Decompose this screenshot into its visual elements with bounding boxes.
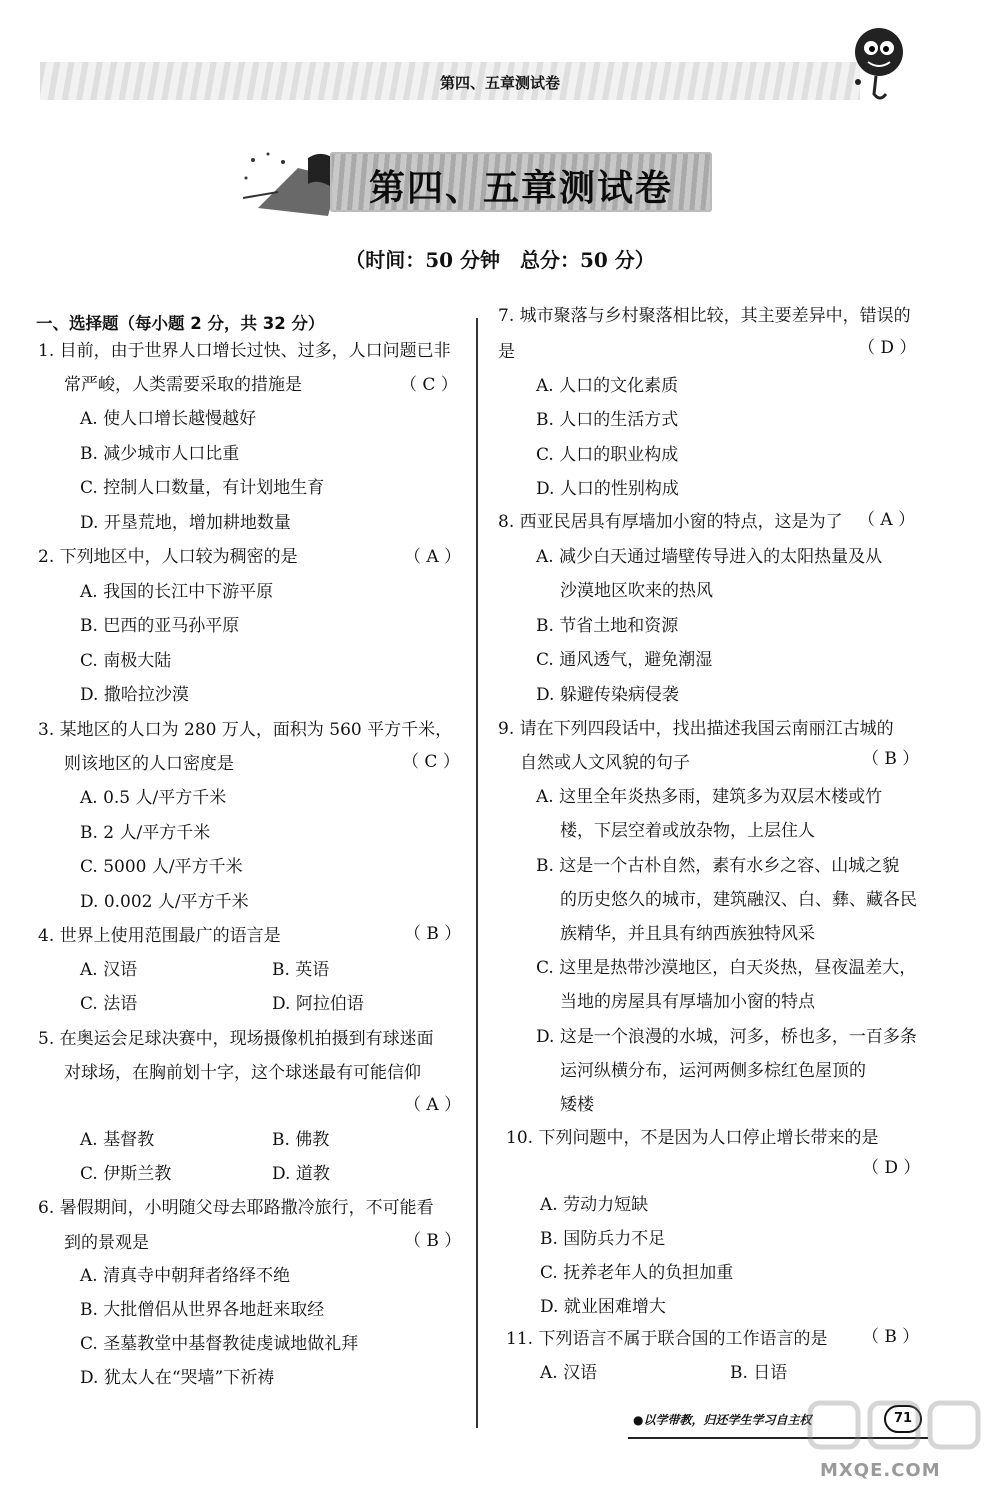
question-8-option: D. 躲避传染病侵袭 — [536, 685, 679, 705]
question-7-answer: （ D ） — [858, 338, 917, 358]
page-number: 71 — [884, 1405, 922, 1433]
question-7-option: C. 人口的职业构成 — [536, 445, 679, 465]
question-1-option: D. 开垦荒地，增加耕地数量 — [80, 513, 291, 533]
question-4-answer: （ B ） — [404, 924, 462, 944]
question-1-stem: 1. 目前，由于世界人口增长过快、过多，人口问题已非 — [38, 341, 451, 361]
question-2-option: D. 撒哈拉沙漠 — [80, 685, 189, 705]
question-4-option: B. 英语 — [272, 960, 330, 980]
question-9-option: 族精华，并且具有纳西族独特风采 — [560, 924, 815, 944]
question-9-option: 楼，下层空着或放杂物，上层住人 — [560, 821, 815, 841]
question-5-option: A. 基督教 — [80, 1130, 155, 1150]
question-11-option: A. 汉语 — [540, 1363, 598, 1383]
exam-info: （时间：50 分钟 总分：50 分） — [345, 248, 655, 272]
question-8-option: A. 减少白天通过墙壁传导进入的太阳热量及从 — [536, 547, 883, 567]
question-8-option: C. 通风透气，避免潮湿 — [536, 650, 713, 670]
question-4-option: C. 法语 — [80, 994, 138, 1014]
question-5-option: B. 佛教 — [272, 1130, 330, 1150]
question-7-option: D. 人口的性别构成 — [536, 479, 679, 499]
question-3-option: A. 0.5 人/平方千米 — [80, 788, 227, 808]
question-3-stem: 则该地区的人口密度是 — [64, 754, 234, 774]
question-11-answer: （ B ） — [862, 1327, 920, 1347]
question-5-option: C. 伊斯兰教 — [80, 1164, 172, 1184]
question-9-option: 的历史悠久的城市，建筑融汉、白、彝、藏各民 — [560, 890, 917, 910]
question-9-stem: 自然或人文风貌的句子 — [520, 753, 690, 773]
question-2-option: A. 我国的长江中下游平原 — [80, 582, 274, 602]
question-8-option: B. 节省土地和资源 — [536, 616, 679, 636]
question-3-answer: （ C ） — [402, 752, 460, 772]
running-header: 第四、五章测试卷 — [439, 74, 560, 92]
question-10-option: A. 劳动力短缺 — [540, 1195, 649, 1215]
section-heading: 一、选择题（每小题 2 分，共 32 分） — [36, 314, 325, 333]
question-5-stem: 对球场，在胸前划十字，这个球迷最有可能信仰 — [64, 1063, 421, 1083]
question-11-option: B. 日语 — [730, 1363, 788, 1383]
question-1-stem: 常严峻，人类需要采取的措施是 — [64, 375, 302, 395]
question-5-option: D. 道教 — [272, 1164, 330, 1184]
question-10-option: B. 国防兵力不足 — [540, 1229, 666, 1249]
question-1-option: C. 控制人口数量，有计划地生育 — [80, 478, 325, 498]
question-4-stem: 4. 世界上使用范围最广的语言是 — [38, 926, 281, 946]
question-1-option: A. 使人口增长越慢越好 — [80, 409, 257, 429]
question-7-option: B. 人口的生活方式 — [536, 410, 679, 430]
question-6-option: C. 圣墓教堂中基督教徒虔诚地做礼拜 — [80, 1334, 359, 1354]
question-10-answer: （ D ） — [862, 1158, 921, 1178]
mascot-illustration — [846, 22, 912, 106]
question-7-option: A. 人口的文化素质 — [536, 376, 679, 396]
question-10-stem: 10. 下列问题中，不是因为人口停止增长带来的是 — [506, 1128, 879, 1148]
question-6-stem: 到的景观是 — [64, 1233, 149, 1253]
question-3-option: C. 5000 人/平方千米 — [80, 857, 243, 877]
question-1-answer: （ C ） — [400, 375, 458, 395]
question-6-option: D. 犹太人在“哭墙”下祈祷 — [80, 1368, 275, 1388]
question-9-option: A. 这里全年炎热多雨，建筑多为双层木楼或竹 — [536, 787, 883, 807]
question-4-option: A. 汉语 — [80, 960, 138, 980]
question-8-answer: （ A ） — [858, 510, 916, 530]
question-9-option: C. 这里是热带沙漠地区，白天炎热，昼夜温差大， — [536, 958, 917, 978]
question-9-stem: 9. 请在下列四段话中，找出描述我国云南丽江古城的 — [498, 719, 894, 739]
question-7-stem: 7. 城市聚落与乡村聚落相比较，其主要差异中，错误的 — [498, 306, 911, 326]
question-3-option: D. 0.002 人/平方千米 — [80, 892, 249, 912]
question-2-option: C. 南极大陆 — [80, 651, 172, 671]
question-3-stem: 3. 某地区的人口为 280 万人，面积为 560 平方千米， — [38, 720, 453, 740]
question-5-answer: （ A ） — [404, 1095, 462, 1115]
question-10-option: D. 就业困难增大 — [540, 1297, 666, 1317]
watermark-text: MXQE.COM — [820, 1460, 941, 1481]
question-9-answer: （ B ） — [862, 749, 920, 769]
question-9-option: 矮楼 — [560, 1095, 594, 1115]
question-9-option: D. 这是一个浪漫的水城，河多，桥也多，一百多条 — [536, 1027, 917, 1047]
question-6-option: B. 大批僧侣从世界各地赶来取经 — [80, 1300, 325, 1320]
question-6-option: A. 清真寺中朝拜者络绎不绝 — [80, 1266, 291, 1286]
question-4-option: D. 阿拉伯语 — [272, 994, 364, 1014]
question-8-stem: 8. 西亚民居具有厚墙加小窗的特点，这是为了 — [498, 512, 843, 532]
question-1-option: B. 减少城市人口比重 — [80, 444, 240, 464]
column-divider — [476, 318, 478, 1428]
question-6-stem: 6. 暑假期间，小明随父母去耶路撒冷旅行，不可能看 — [38, 1198, 434, 1218]
question-8-option: 沙漠地区吹来的热风 — [560, 581, 713, 601]
question-2-option: B. 巴西的亚马孙平原 — [80, 616, 240, 636]
question-6-answer: （ B ） — [404, 1231, 462, 1251]
question-10-option: C. 抚养老年人的负担加重 — [540, 1263, 734, 1283]
question-2-answer: （ A ） — [404, 547, 462, 567]
question-7-stem: 是 — [498, 342, 515, 362]
question-11-stem: 11. 下列语言不属于联合国的工作语言的是 — [506, 1329, 828, 1349]
question-9-option: 当地的房屋具有厚墙加小窗的特点 — [560, 992, 815, 1012]
question-9-option: B. 这是一个古朴自然，素有水乡之容、山城之貌 — [536, 856, 900, 876]
footer-motto: ●以学带教，归还学生学习自主权 — [633, 1413, 812, 1427]
page-title: 第四、五章测试卷 — [368, 167, 673, 209]
question-3-option: B. 2 人/平方千米 — [80, 823, 211, 843]
question-5-stem: 5. 在奥运会足球决赛中，现场摄像机拍摄到有球迷面 — [38, 1029, 434, 1049]
question-9-option: 运河纵横分布，运河两侧多棕红色屋顶的 — [560, 1061, 866, 1081]
question-2-stem: 2. 下列地区中，人口较为稠密的是 — [38, 547, 298, 567]
